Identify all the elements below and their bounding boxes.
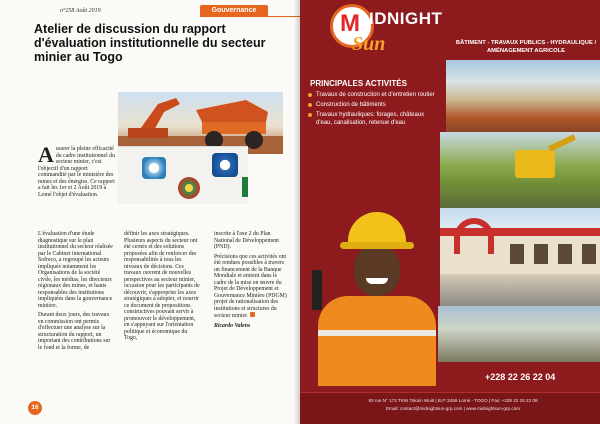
- hard-hat-brim: [340, 242, 414, 249]
- paragraph: L'évaluation d'une étude diagnostique sur le plan institutionnel du secteur réalisée par le Cabinet international Sofreco, a regroupé les acteurs impliqués notamment les Organisations de la société civile, les médias, les directeurs régionaux des mines, et hauts responsables des institutions impliquées dans la gouvernance minière.: [38, 231, 113, 309]
- issue-line: n°258 Août 2019: [60, 8, 101, 14]
- building-window: [510, 244, 524, 264]
- article-column-2: [124, 231, 200, 345]
- safety-vest: [318, 296, 436, 386]
- paragraph: définir les axes stratégiques. Plusieurs aspects du secteur ont été cernés et des solutions proposées afin de renforcer des responsabilités à tous les niveaux de décisions. Ces travaux ouvrent de nouvelles perspectives au secteur minier, occasion pour les participants de découvrir, s'approprier les axes stratégiques à adopter, et nourrir ce document de propositions constructives pouvant servir à promouvoir le développement, en s'appuyant sur l'orientation politique et économique du Togo,: [124, 231, 200, 341]
- article-column-3: [214, 231, 290, 332]
- building-arch: [454, 218, 494, 254]
- flag-icon: [242, 177, 248, 197]
- worker-face: [354, 246, 400, 296]
- paragraph: inscrite à l'axe 2 du Plan National de Développement (PND).: [214, 231, 280, 250]
- services-banner: BÂTIMENT - TRAVAUX PUBLICS - HYDRAULIQUE / AMÉNAGEMENT AGRICOLE: [455, 40, 597, 54]
- vest-stripe: [318, 330, 436, 336]
- building-photo: [440, 208, 600, 306]
- walkie-talkie-icon: [312, 270, 322, 310]
- road-works-photo: [446, 60, 600, 132]
- section-rule: [200, 16, 300, 17]
- brand-subname: Sun: [352, 33, 386, 55]
- article-headline: Atelier de discussion du rapport d'évaluation institutionnelle du secteur minier au Togo: [34, 22, 266, 64]
- mining-truck-photo: [118, 92, 283, 154]
- excavator-icon: [515, 150, 555, 178]
- activities-title: PRINCIPALES ACTIVITÉS: [310, 79, 407, 88]
- mining-truck-icon: [118, 92, 283, 154]
- lead-text: ssurer la pleine efficacité du cadre institutionnel du secteur minier, c'est l'objectif d'un rapport commandité par le ministère des mines et des énergies. Ce rapport a fait les 1er et 2 Août 2019 à Lomé l'objet d'évaluation.: [38, 146, 115, 198]
- activity-item: Construction de bâtiments: [308, 102, 438, 109]
- world-bank-logo-icon: [212, 153, 238, 177]
- building-window: [558, 244, 572, 264]
- building-window: [534, 244, 548, 264]
- paragraph: Durant deux jours, des travaux en commission ont permis d'effectuer une analyse sur la structuration du rapport, un important des contributions sur le fond et la forme, de: [38, 312, 111, 351]
- address-line: 93 rue N° 173 TKW Tokoin Wuiti | B.P.:2459 Lomé - TOGO | Fax: +228 22 26 22 08: [368, 398, 538, 403]
- activity-item: Travaux de construction et d'entretien routier: [308, 92, 438, 99]
- activity-item: Travaux hydrauliques: forages, châteaux d'eau, canalisation, retenue d'eau: [308, 112, 438, 126]
- paragraph: [214, 254, 290, 320]
- paragraph-text: Précisions que ces activités ont été rendues possibles à travers un financement de la Banque Mondiale et entrent dans le cadre de la mise en œuvre du Projet de Développement et Gouvernance Minière (PDGM) projet de rationalisation des institutions et structures du secteur minier.: [214, 253, 287, 319]
- brand-name: IDNIGHT: [369, 9, 443, 28]
- end-mark-icon: [250, 312, 255, 317]
- ministry-logo-icon: [142, 157, 166, 179]
- brand-logo-letter: M: [340, 10, 360, 37]
- construction-site-photo: [438, 306, 600, 362]
- building-window: [582, 244, 596, 264]
- email-line: Email: contact@midnightsun-grp.com | www.midnightsun-grp.com: [385, 406, 521, 411]
- worker-smile: [366, 278, 388, 284]
- activities-list: [308, 92, 438, 130]
- section-tab: Gouvernance: [200, 5, 268, 16]
- article-lead: [38, 142, 116, 198]
- page-number: 16: [28, 401, 42, 415]
- drop-cap: A: [38, 142, 54, 167]
- institution-logos-photo: [118, 146, 248, 204]
- article-column-1: [38, 231, 114, 354]
- phone-number: +228 22 26 22 04: [485, 372, 556, 382]
- togo-emblem-icon: [178, 177, 200, 199]
- byline: Ricardo Valens: [214, 322, 251, 329]
